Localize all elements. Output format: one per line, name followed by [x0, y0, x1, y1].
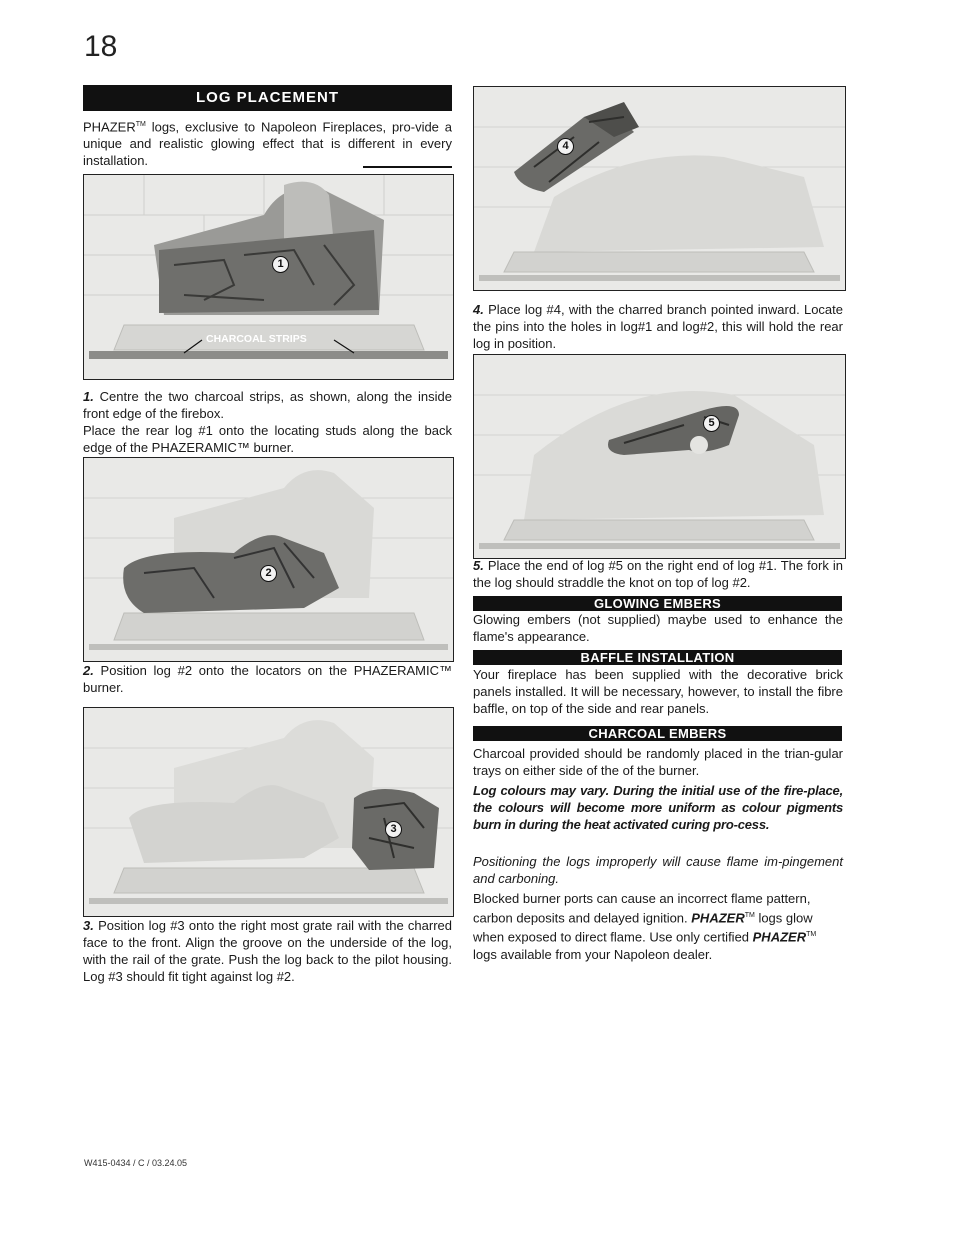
- blocked-tm-2: TM: [806, 931, 817, 939]
- step-3-instruction: Position log #3 onto the right most grate rail with the charred face to the front. Align the groove on the underside of the log, with the rail of the grate. Push the log back to the pilot housing. Log #3 should fit tight against log #2.: [83, 918, 452, 984]
- figure-log-3: [83, 707, 454, 917]
- step-4-number: 4.: [473, 302, 484, 317]
- figure-log-1: [83, 174, 454, 380]
- figure-log-4: [473, 86, 846, 291]
- figure-log-2-illustration: [84, 458, 453, 661]
- figure-log-5: [473, 354, 846, 559]
- positioning-warning: Positioning the logs improperly will cause flame im-pingement and carboning.: [473, 854, 843, 886]
- baffle-installation-header: BAFFLE INSTALLATION: [473, 650, 842, 665]
- glowing-embers-header: GLOWING EMBERS: [473, 596, 842, 611]
- blocked-text-c: logs available from your Napoleon dealer.: [473, 946, 713, 962]
- step-4-instruction: Place log #4, with the charred branch pointed inward. Locate the pins into the holes in log#1 and log#2, this will hold the rear log in position.: [473, 302, 843, 351]
- log-4-callout: 4: [557, 138, 574, 155]
- step-4-text: [473, 301, 843, 352]
- step-2-instruction: Position log #2 onto the locators on the PHAZERAMIC™ burner.: [83, 663, 452, 695]
- figure-log-1-illustration: [84, 175, 453, 379]
- step-2-text: [83, 662, 452, 696]
- log-colour-note: Log colours may vary. During the initial use of the fire-place, the colours will become more uniform as colour pigments burn in during the heat activated curing pro-cess.: [473, 783, 843, 832]
- log-5-callout: 5: [703, 415, 720, 432]
- step-1-instruction: Centre the two charcoal strips, as shown, along the inside front edge of the firebox.: [83, 389, 452, 421]
- charcoal-embers-text: Charcoal provided should be randomly placed in the trian-gular trays on either side of the of the burner.: [473, 746, 843, 778]
- step-5-instruction: Place the end of log #5 on the right end of log #1. The fork in the log should straddle the knot on top of log #2.: [473, 558, 843, 590]
- log-placement-header: LOG PLACEMENT: [83, 85, 452, 111]
- intro-tm: TM: [135, 121, 146, 128]
- step-5-text: [473, 557, 843, 591]
- step-1-text: [83, 388, 452, 422]
- step-5-number: 5.: [473, 558, 484, 573]
- figure-log-5-illustration: [474, 355, 845, 558]
- log-2-callout: 2: [260, 565, 277, 582]
- blocked-text-b: logs glow when exposed to direct flame. Use only certified: [473, 910, 813, 945]
- intro-phazer: PHAZER: [83, 119, 136, 135]
- step-1-text-2: Place the rear log #1 onto the locating studs along the back edge of the PHAZERAMIC™ burner.: [83, 423, 452, 455]
- page-number: 18: [84, 30, 118, 63]
- blocked-phazer: PHAZER: [691, 910, 745, 926]
- intro-text: logs, exclusive to Napoleon Fireplaces, pro-vide a unique and realistic glowing effect that is different in every installation.: [83, 119, 452, 169]
- intro-paragraph: [83, 116, 452, 169]
- blocked-text-a: Blocked burner ports can cause an incorrect flame pattern, carbon deposits and delayed ignition.: [473, 891, 811, 926]
- step-1-number: 1.: [83, 389, 94, 404]
- blocked-ports-text: [473, 890, 843, 963]
- log-1-callout: 1: [272, 256, 289, 273]
- log-3-callout: 3: [385, 821, 402, 838]
- blocked-tm: TM: [744, 912, 755, 919]
- divider-line: [363, 166, 452, 168]
- figure-log-4-illustration: [474, 87, 845, 290]
- step-3-number: 3.: [83, 918, 94, 933]
- blocked-phazer-2: PHAZER: [752, 929, 807, 945]
- figure-log-2: [83, 457, 454, 662]
- baffle-installation-text: Your fireplace has been supplied with the decorative brick panels installed. It will be necessary, however, to install the fibre baffle, on top of the side and rear panels.: [473, 667, 843, 716]
- step-3-text: [83, 917, 452, 985]
- charcoal-strips-label: CHARCOAL STRIPS: [206, 333, 307, 345]
- document-code-footer: W415-0434 / C / 03.24.05: [84, 1158, 188, 1168]
- figure-log-3-illustration: [84, 708, 453, 916]
- charcoal-embers-header: CHARCOAL EMBERS: [473, 726, 842, 741]
- step-2-number: 2.: [83, 663, 94, 678]
- glowing-embers-text: Glowing embers (not supplied) maybe used to enhance the flame's appearance.: [473, 612, 843, 644]
